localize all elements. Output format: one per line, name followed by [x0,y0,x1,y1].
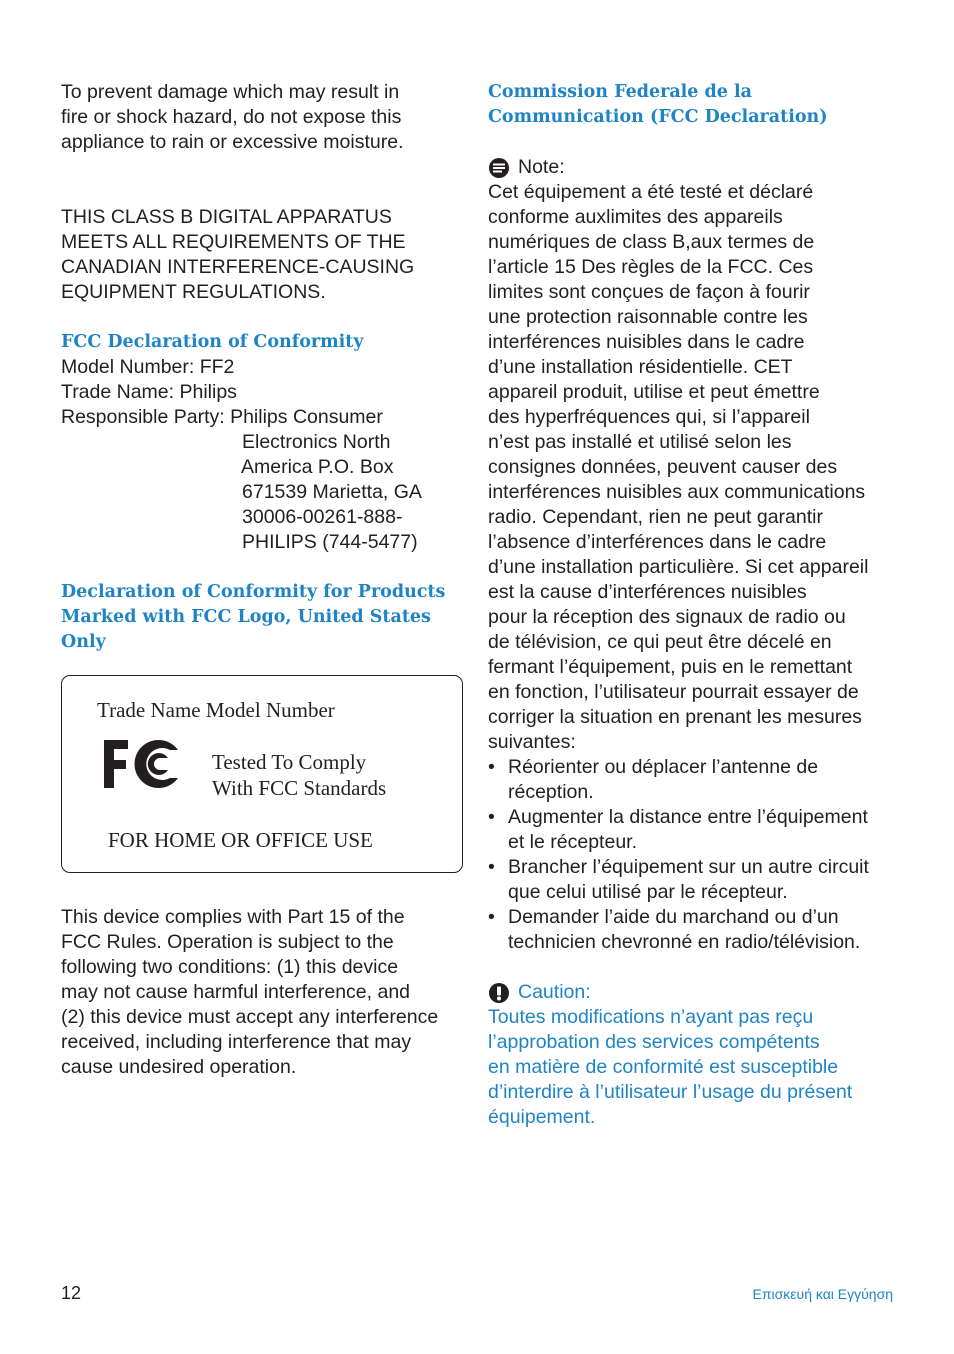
text-line: l’article 15 Des règles de la FCC. Ces [488,256,814,278]
text-line: pour la réception des signaux de radio ou [488,606,846,628]
text-line: CANADIAN INTERFERENCE-CAUSING [61,256,415,278]
text-line: en fonction, l’utilisateur pourrait essayer de [488,681,859,703]
note-body [488,180,898,755]
text-line: Cet équipement a été testé et déclaré [488,181,814,203]
model-number: Model Number: FF2 [61,356,235,378]
caution-icon [488,982,510,1004]
text-line: Toutes modifications n’ayant pas reçu [488,1006,814,1028]
text-line: interférences nuisibles dans le cadre [488,331,805,353]
list-item [488,905,898,955]
note-label: Note: [518,156,565,178]
note-header [488,155,898,180]
fcc-logo [102,736,180,792]
list-item [488,755,898,805]
text-line: radio. Cependant, rien ne peut garantir [488,506,823,528]
address-line: 671539 Marietta, GA [242,481,422,503]
fcc-declaration-fr-heading [488,80,898,130]
text-line: cause undesired operation. [61,1056,297,1078]
responsible-party-address [61,430,461,555]
text-line: en matière de conformité est susceptible [488,1056,839,1078]
text-line: l’approbation des services compétents [488,1031,820,1053]
text-line: • Demander l’aide du marchand ou d’un [508,906,839,928]
list-item [488,805,898,855]
text-line: équipement. [488,1106,596,1128]
text-line: appareil produit, utilise et peut émettre [488,381,820,403]
text-line: appliance to rain or excessive moisture. [61,131,404,153]
text-line: d’une installation particulière. Si cet appareil [488,556,869,578]
text-line: consignes données, peuvent causer des [488,456,838,478]
text-line: corriger la situation en prenant les mesures [488,706,862,728]
text-line: des hyperfréquences qui, si l’appareil [488,406,810,428]
section-title: Επισκευή και Εγγύηση [752,1286,893,1302]
canadian-compliance [61,205,461,305]
caution-body [488,1005,898,1130]
text-line: • Augmenter la distance entre l’équipement [508,806,868,828]
text-line: EQUIPMENT REGULATIONS. [61,281,326,303]
text-line: que celui utilisé par le récepteur. [508,881,788,903]
part15-compliance [61,905,461,1080]
address-line: America P.O. Box [241,456,394,478]
text-line: following two conditions: (1) this device [61,956,399,978]
tested-to-comply-label: Tested To Comply [212,750,367,774]
text-line: est la cause d’interférences nuisibles [488,581,807,603]
note-icon [488,157,510,179]
text-line: may not cause harmful interference, and [61,981,411,1003]
remedy-list [488,755,898,955]
text-line: received, including interference that may [61,1031,412,1053]
moisture-warning [61,80,461,155]
text-line: et le récepteur. [508,831,637,853]
address-line: Electronics North [242,431,391,453]
address-line: 30006-00261-888- [242,506,403,528]
address-line: PHILIPS (744-5477) [242,531,418,553]
responsible-party: Responsible Party: Philips Consumer [61,406,383,428]
fcc-label-box [61,675,463,873]
heading-line: Declaration of Conformity for Products [61,582,446,602]
text-line: THIS CLASS B DIGITAL APPARATUS [61,206,392,228]
caution-header [488,980,898,1005]
right-column [488,80,898,1130]
text-line: interférences nuisibles aux communications [488,481,866,503]
text-line: limites sont conçues de façon à fourir [488,281,810,303]
text-line: conforme auxlimites des appareils [488,206,783,228]
trade-name: Trade Name: Philips [61,381,237,403]
text-line: l’absence d’interférences dans le cadre [488,531,827,553]
text-line: de télévision, ce qui peut être décelé en [488,631,832,653]
heading-line: Only [61,632,106,652]
text-line: fermant l’équipement, puis en le remettant [488,656,853,678]
left-column [61,80,461,655]
text-line: n’est pas installé et utilisé selon les [488,431,792,453]
trade-name-model-number-label: Trade Name Model Number [97,698,335,722]
text-line: To prevent damage which may result in [61,81,400,103]
text-line: d’interdire à l’utilisateur l’usage du présent [488,1081,853,1103]
text-line: technicien chevronné en radio/télévision. [508,931,861,953]
text-line: • Brancher l’équipement sur un autre circuit [508,856,869,878]
heading-line: Marked with FCC Logo, United States [61,607,431,627]
text-line: fire or shock hazard, do not expose this [61,106,402,128]
caution-label: Caution: [518,981,591,1003]
text-line: d’une installation résidentielle. CET [488,356,793,378]
heading-line: Commission Federale de la [488,82,752,102]
text-line: MEETS ALL REQUIREMENTS OF THE [61,231,406,253]
text-line: réception. [508,781,594,803]
page-number: 12 [61,1283,82,1303]
text-line: FCC Rules. Operation is subject to the [61,931,394,953]
list-item [488,855,898,905]
text-line: This device complies with Part 15 of the [61,906,405,928]
home-office-use-label: FOR HOME OR OFFICE USE [108,828,373,852]
text-line: suivantes: [488,731,576,753]
text-line: numériques de class B,aux termes de [488,231,815,253]
fcc-standards-label: With FCC Standards [212,776,387,800]
text-line: (2) this device must accept any interference [61,1006,439,1028]
text-line: • Réorienter ou déplacer l’antenne de [508,756,819,778]
fcc-declaration-heading: FCC Declaration of Conformity [61,332,364,352]
conformity-products-heading [61,580,461,655]
text-line: une protection raisonnable contre les [488,306,808,328]
heading-line: Communication (FCC Declaration) [488,107,828,127]
